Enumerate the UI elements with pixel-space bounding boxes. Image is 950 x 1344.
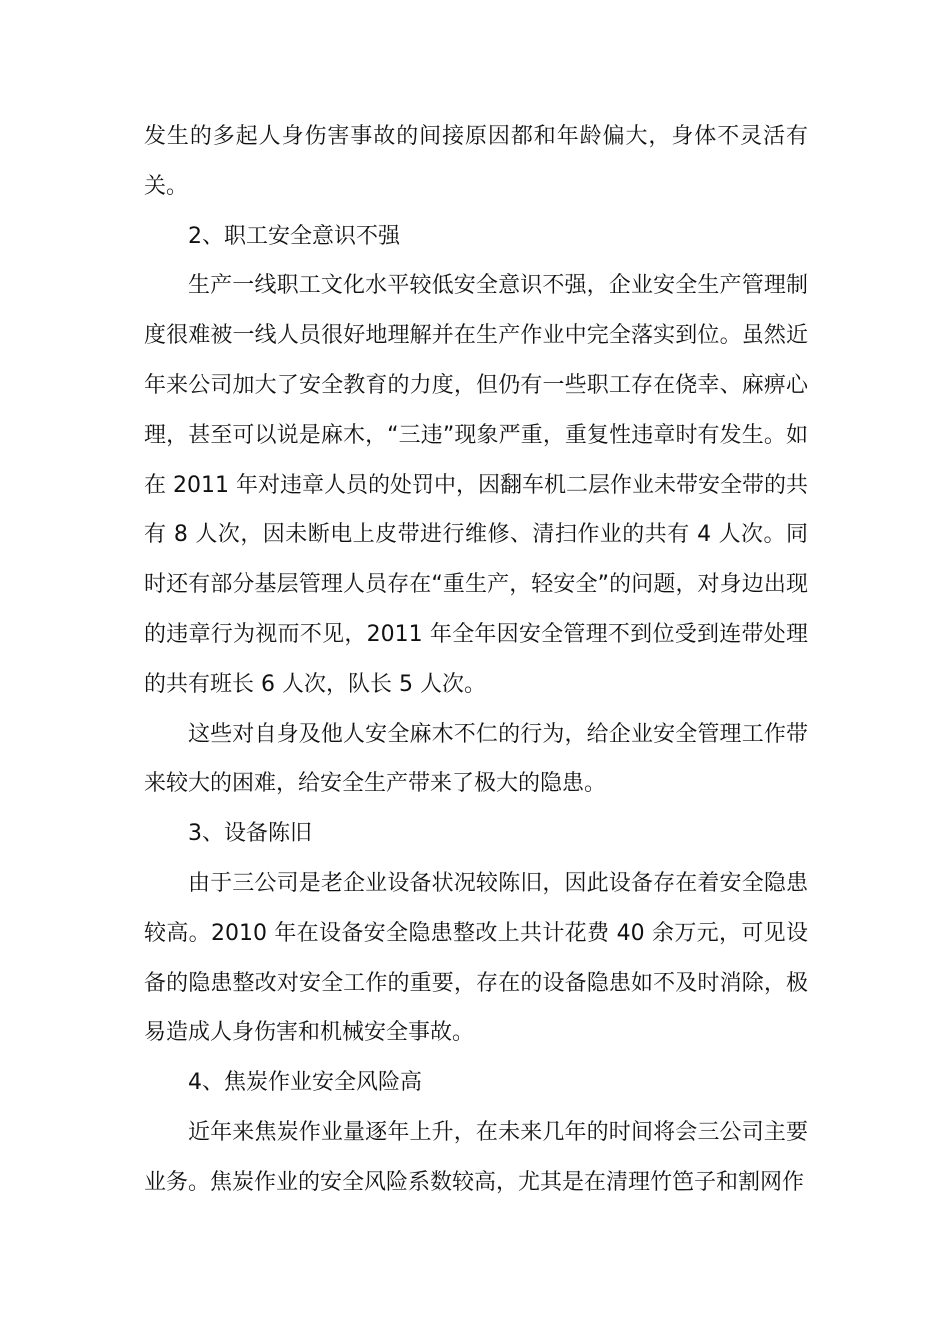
paragraph-coke-risk: 近年来焦炭作业量逐年上升，在未来几年的时间将会三公司主要业务。焦炭作业的安全风险系数较高，尤其是在清理竹笆子和割网作 [144, 1119, 808, 1195]
heading-coke-risk: 4、焦炭作业安全风险高 [188, 1070, 422, 1096]
heading-safety-awareness: 2、职工安全意识不强 [188, 223, 400, 249]
paragraph-age-factor: 发生的多起人身伤害事故的间接原因都和年龄偏大，身体不灵活有关。 [144, 124, 808, 199]
paragraph-old-equipment: 由于三公司是老企业设备状况较陈旧，因此设备存在着安全隐患较高。2010 年在设备安全隐患整改上共计花费 40 余万元，可见设备的隐患整改对安全工作的重要，存在的设备隐患如不及时消除，极易造成人身伤害和机械安全事故。 [144, 870, 808, 1046]
paragraph-safety-awareness: 生产一线职工文化水平较低安全意识不强，企业安全生产管理制度很难被一线人员很好地理解并在生产作业中完全落实到位。虽然近年来公司加大了安全教育的力度，但仍有一些职工存在侥幸、麻痹心理，甚至可以说是麻木，“三违”现象严重，重复性违章时有发生。如在 2011 年对违章人员的处罚中，因翻车机二层作业未带安全带的共有 8 人次，因未断电上皮带进行维修、清扫作业的共有 4 人次。同时还有部分基层管理人员存在“重生产，轻安全”的问题，对身边出现的违章行为视而不见，2011 年全年因安全管理不到位受到连带处理的共有班长 6 人次，队长 5 人次。 [144, 273, 808, 697]
heading-old-equipment: 3、设备陈旧 [188, 821, 312, 847]
paragraph-safety-consequence: 这些对自身及他人安全麻木不仁的行为，给企业安全管理工作带来较大的困难，给安全生产带来了极大的隐患。 [144, 721, 808, 797]
document-body [144, 112, 808, 1208]
